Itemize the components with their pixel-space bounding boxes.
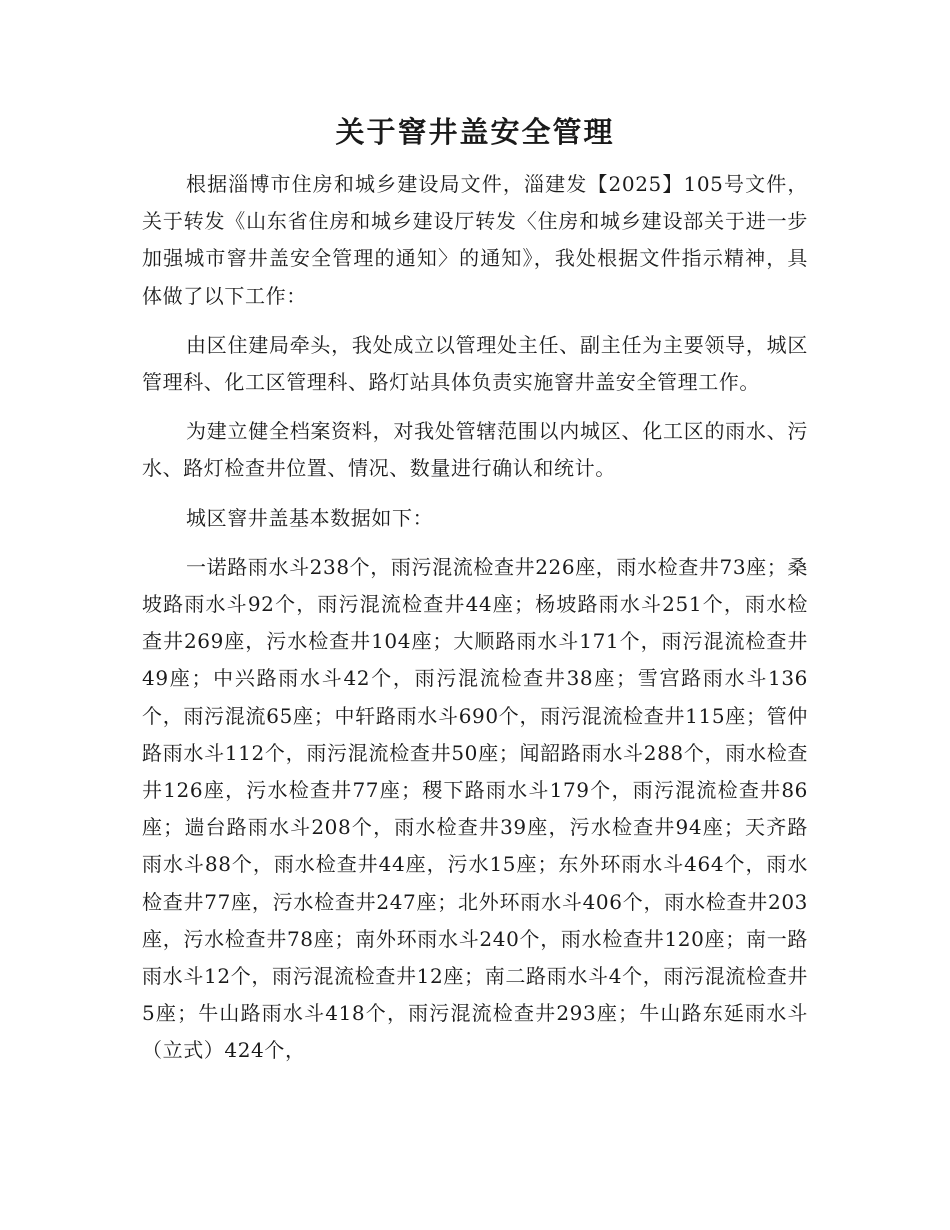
paragraph-archive: 为建立健全档案资料，对我处管辖范围以内城区、化工区的雨水、污水、路灯检查井位置、情况、数量进行确认和统计。 xyxy=(142,419,808,481)
document-body xyxy=(142,166,808,1070)
paragraph-data-details: 一诺路雨水斗238个，雨污混流检查井226座，雨水检查井73座；桑坡路雨水斗92个，雨污混流检查井44座；杨坡路雨水斗251个，雨水检查井269座，污水检查井104座；大顺路雨水斗171个，雨污混流检查井49座；中兴路雨水斗42个，雨污混流检查井38座；雪宫路雨水斗136个，雨污混流65座；中轩路雨水斗690个，雨污混流检查井115座；管仲路雨水斗112个，雨污混流检查井50座；闻韶路雨水斗288个，雨水检查井126座，污水检查井77座；稷下路雨水斗179个，雨污混流检查井86座；遄台路雨水斗208个，雨水检查井39座，污水检查井94座；天齐路雨水斗88个，雨水检查井44座，污水15座；东外环雨水斗464个，雨水检查井77座，污水检查井247座；北外环雨水斗406个，雨水检查井203座，污水检查井78座；南外环雨水斗240个，雨水检查井120座；南一路雨水斗12个，雨污混流检查井12座；南二路雨水斗4个，雨污混流检查井5座；牛山路雨水斗418个，雨污混流检查井293座；牛山路东延雨水斗（立式）424个， xyxy=(142,554,808,1063)
paragraph-intro: 根据淄博市住房和城乡建设局文件，淄建发【2025】105号文件，关于转发《山东省住房和城乡建设厅转发〈住房和城乡建设部关于进一步加强城市窨井盖安全管理的通知〉的通知》，我处根据文件指示精神，具体做了以下工作： xyxy=(142,172,808,308)
paragraph-organization: 由区住建局牵头，我处成立以管理处主任、副主任为主要领导，城区管理科、化工区管理科、路灯站具体负责实施窨井盖安全管理工作。 xyxy=(142,332,808,395)
document-title: 关于窨井盖安全管理 xyxy=(335,115,615,149)
paragraph-data-heading: 城区窨井盖基本数据如下： xyxy=(186,505,434,530)
